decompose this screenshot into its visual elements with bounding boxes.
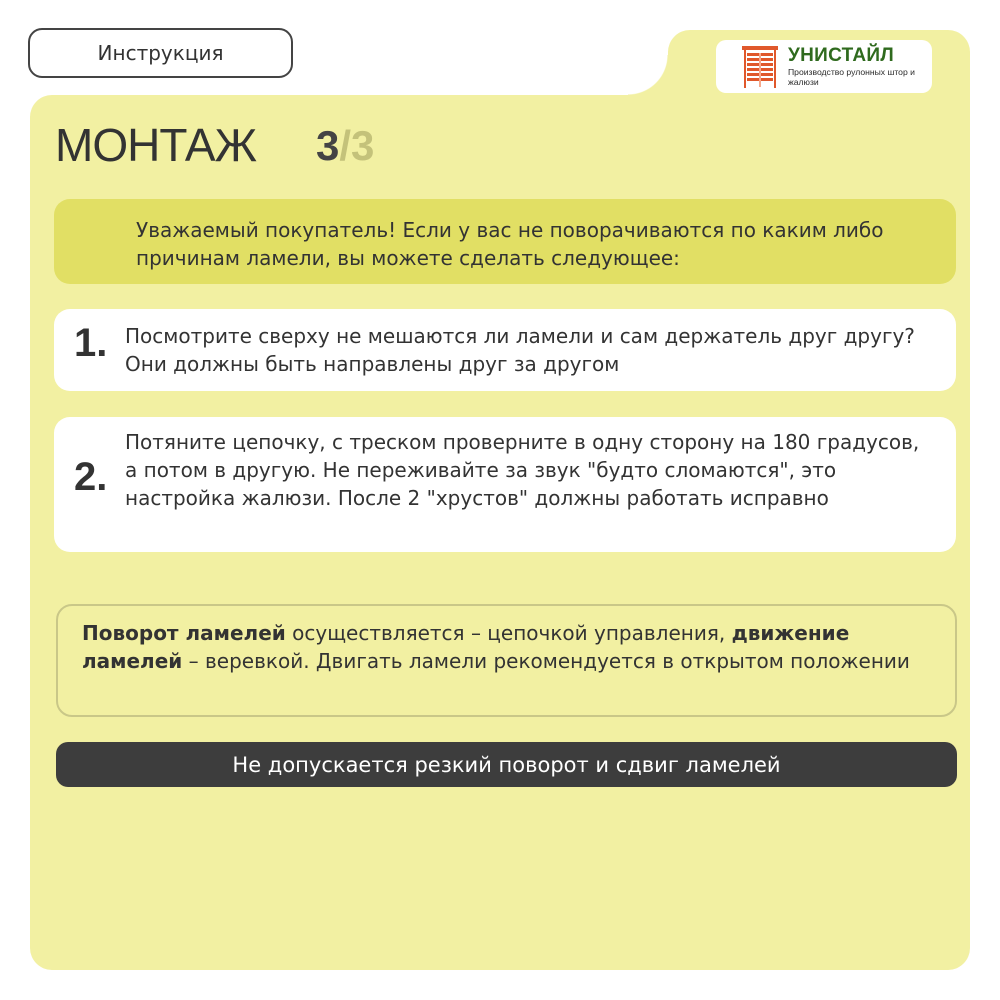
step-number: 1. — [74, 321, 108, 365]
step-card — [54, 417, 956, 552]
brand-logo — [716, 40, 932, 93]
note-text: – веревкой. Двигать ламели рекомендуется в открытом положении — [182, 649, 910, 673]
warning-banner: Не допускается резкий поворот и сдвиг ламелей — [56, 742, 957, 787]
counter-total: 3 — [351, 122, 375, 169]
page-title: МОНТАЖ — [55, 119, 257, 171]
brand-tagline: Производство рулонных штор и жалюзи — [788, 67, 915, 87]
brand-name: УНИСТАЙЛ — [788, 45, 894, 66]
section-tab-label: Инструкция — [28, 28, 293, 78]
note-bold-rotation: Поворот ламелей — [82, 621, 286, 645]
page-counter — [316, 122, 374, 170]
counter-separator: / — [339, 122, 352, 169]
step-card — [54, 309, 956, 391]
counter-current: 3 — [316, 122, 340, 169]
note-text: осуществляется – цепочкой управления, — [285, 621, 732, 645]
usage-note — [56, 604, 957, 717]
blinds-icon — [740, 45, 780, 89]
card-tab-curve — [628, 55, 668, 95]
intro-message: Уважаемый покупатель! Если у вас не поворачиваются по каким либо причинам ламели, вы можете сделать следующее: — [54, 199, 956, 284]
step-text: Посмотрите сверху не мешаются ли ламели и сам держатель друг другу? Они должны быть направлены друг за другом — [125, 324, 915, 376]
step-text: Потяните цепочку, с треском проверните в одну сторону на 180 градусов, а потом в другую. Не переживайте за звук "будто сломаются", это настройка жалюзи. После 2 "хрустов" должны работать исправно — [125, 430, 920, 510]
note-bold-movement: движение ламелей — [82, 621, 850, 673]
step-number: 2. — [74, 455, 108, 499]
